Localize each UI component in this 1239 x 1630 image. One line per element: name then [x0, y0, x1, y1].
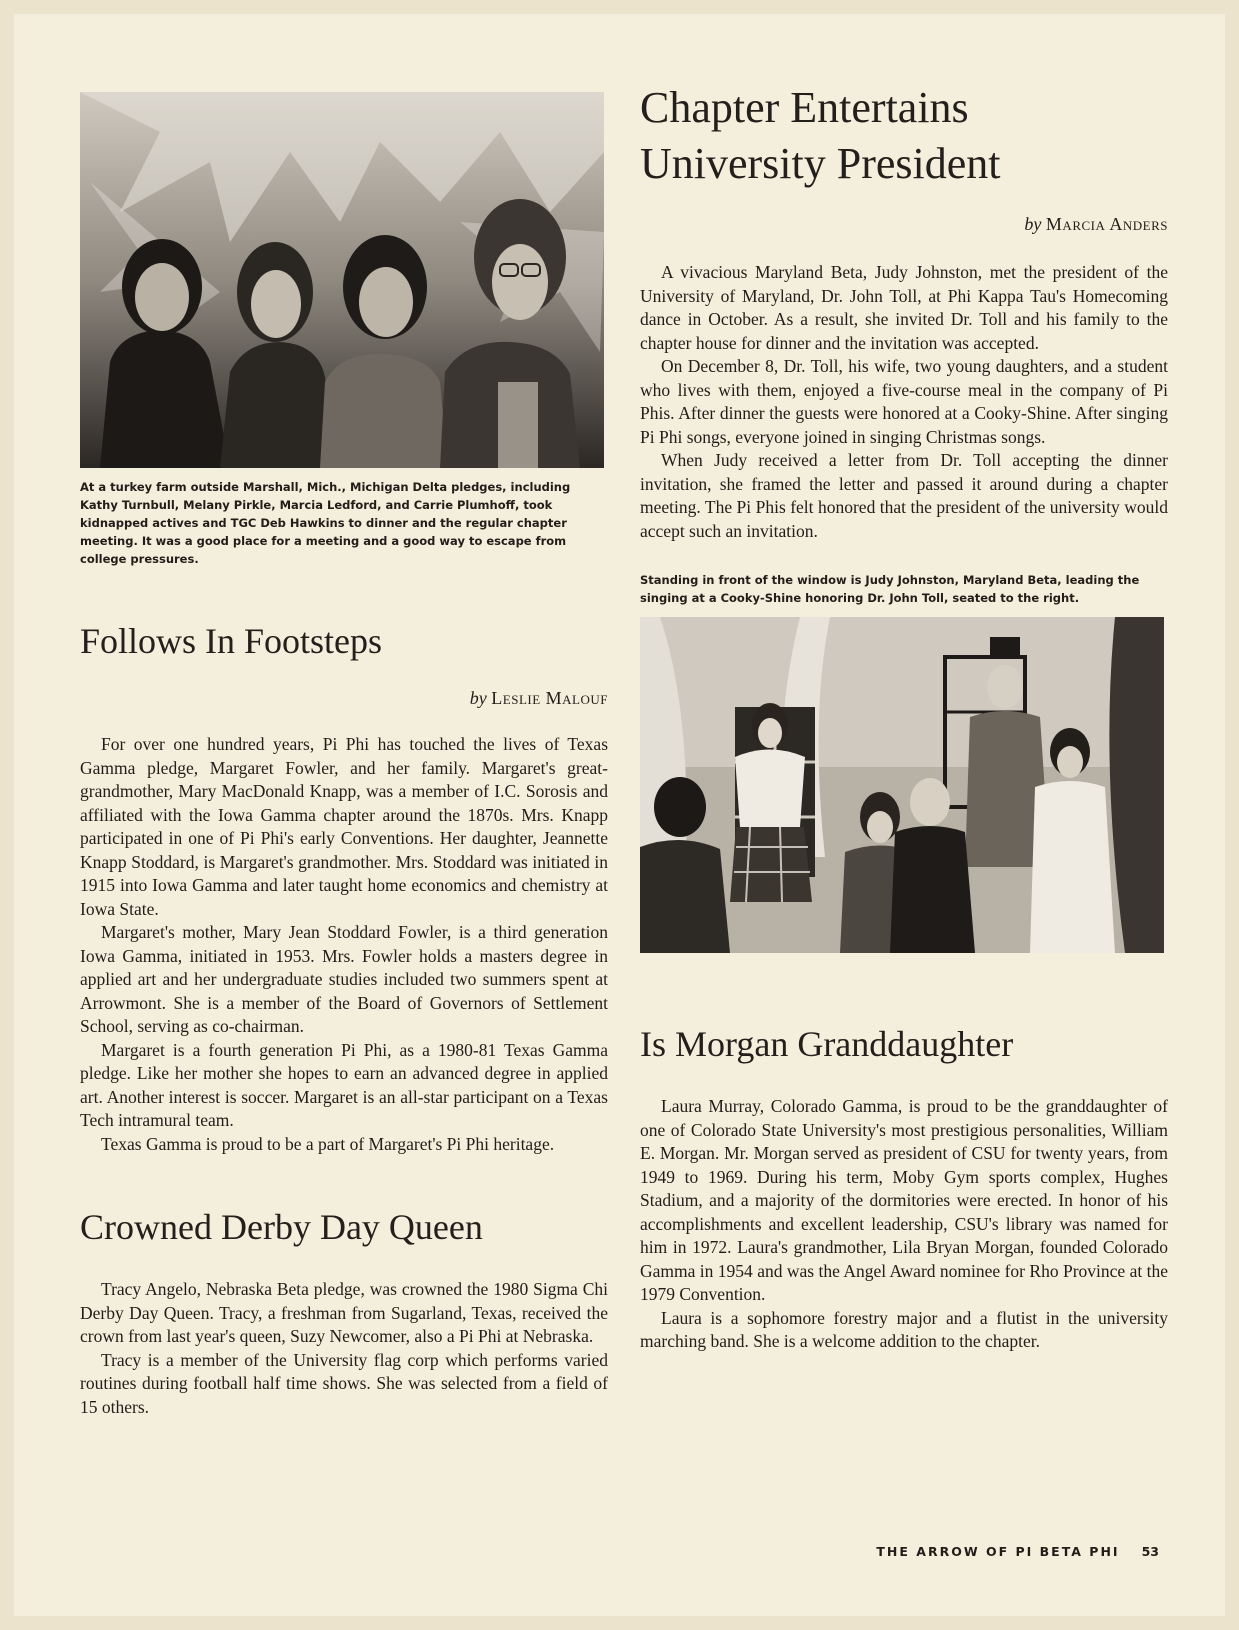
follows-body: [80, 733, 608, 1156]
morgan-body: [640, 1095, 1168, 1354]
follows-paragraph: Texas Gamma is proud to be a part of Margaret's Pi Phi heritage.: [101, 1133, 555, 1154]
page-footer: [876, 1544, 1159, 1559]
cooky-shine-caption: Standing in front of the window is Judy Johnston, Maryland Beta, leading the singing at a Cooky-Shine honoring Dr. John Toll, seated to the right.: [640, 573, 1140, 605]
chapter-paragraph: On December 8, Dr. Toll, his wife, two young daughters, and a student who lives with them, enjoyed a five-course meal in the company of Pi Phis. After dinner the guests were honored at a Cooky-Shine. After singing Pi Phi songs, everyone joined in singing Christmas songs.: [640, 356, 1168, 447]
chapter-body: [640, 261, 1168, 543]
follows-paragraph: Margaret is a fourth generation Pi Phi, as a 1980-81 Texas Gamma pledge. Like her mother she hopes to earn an advanced degree in applied art. Another interest is soccer. Margaret is an all-star participant on a Texas Tech intramural team.: [80, 1039, 608, 1130]
derby-body: [80, 1278, 608, 1419]
derby-paragraph: Tracy is a member of the University flag corp which performs varied routines during football half time shows. She was selected from a field of 15 others.: [80, 1349, 608, 1417]
chapter-title-line1: Chapter Entertains: [640, 83, 969, 132]
publication-name: THE ARROW OF PI BETA PHI: [876, 1544, 1120, 1559]
follows-paragraph: Margaret's mother, Mary Jean Stoddard Fowler, is a third generation Iowa Gamma, initiated in 1953. Mrs. Fowler holds a masters degree in applied art and her undergraduate studies included two summers spent at Arrowmont. She is a member of the Board of Governors of Settlement School, serving as co-chairman.: [80, 922, 608, 1036]
chapter-title-line2: University President: [640, 139, 1001, 188]
cooky-shine-photo-illustration: [640, 617, 1164, 953]
turkey-farm-photo-illustration: [80, 92, 604, 468]
chapter-byline-prefix: by: [1024, 214, 1042, 234]
follows-title: Follows In Footsteps: [80, 621, 383, 661]
turkey-farm-photo: [80, 92, 604, 468]
chapter-byline: [640, 214, 1168, 235]
turkey-farm-caption: At a turkey farm outside Marshall, Mich., Michigan Delta pledges, including Kathy Turnbull, Melany Pirkle, Marcia Ledford, and Carrie Plumhoff, took kidnapped actives and TGC Deb Hawkins to dinner and the regular chapter meeting. It was a good place for a meeting and a good way to escape from college pressures.: [80, 480, 571, 566]
chapter-title: [640, 80, 1168, 192]
chapter-paragraph: When Judy received a letter from Dr. Toll accepting the dinner invitation, she framed the letter and passed it around during a chapter meeting. The Pi Phis felt honored that the president of the university would accept such an invitation.: [640, 450, 1168, 541]
follows-author: Leslie Malouf: [491, 688, 608, 708]
right-column: [640, 80, 1168, 1354]
follows-paragraph: For over one hundred years, Pi Phi has touched the lives of Texas Gamma pledge, Margaret Fowler, and her family. Margaret's great-grandmother, Mary MacDonald Knapp, was a member of I.C. Sorosis and affiliated with the Iowa Gamma chapter around the 1870s. Mrs. Knapp participated in one of Pi Phi's early Conventions. Her daughter, Jeannette Knapp Stoddard, is Margaret's grandmother. Mrs. Stoddard was initiated in 1915 into Iowa Gamma and later taught home economics and chemistry at Iowa State.: [80, 734, 608, 919]
cooky-shine-photo: [640, 617, 1164, 953]
morgan-title: Is Morgan Granddaughter: [640, 1024, 1014, 1064]
left-column: [80, 92, 608, 1419]
page-number: 53: [1141, 1544, 1159, 1559]
morgan-paragraph: Laura is a sophomore forestry major and a flutist in the university marching band. She is a welcome addition to the chapter.: [640, 1307, 1168, 1351]
chapter-paragraph: A vivacious Maryland Beta, Judy Johnston, met the president of the University of Maryland, Dr. John Toll, at Phi Kappa Tau's Homecoming dance in October. As a result, she invited Dr. Toll and his family to the chapter house for dinner and the invitation was accepted.: [640, 262, 1168, 353]
follows-byline-prefix: by: [469, 688, 487, 708]
morgan-paragraph: Laura Murray, Colorado Gamma, is proud to be the granddaughter of one of Colorado State University's most prestigious personalities, William E. Morgan. Mr. Morgan served as president of CSU for twenty years, from 1949 to 1969. During his term, Moby Gym sports complex, Hughes Stadium, and a majority of the dormitories were erected. In honor of his accomplishments and excellent leadership, CSU's library was named for him in 1972. Laura's grandmother, Lila Bryan Morgan, founded Colorado Gamma in 1954 and was the Angel Award nominee for Rho Province at the 1979 Convention.: [640, 1096, 1168, 1304]
derby-title: Crowned Derby Day Queen: [80, 1207, 483, 1247]
derby-paragraph: Tracy Angelo, Nebraska Beta pledge, was crowned the 1980 Sigma Chi Derby Day Queen. Tracy, a freshman from Sugarland, Texas, received the crown from last year's queen, Suzy Newcomer, also a Pi Phi at Nebraska.: [80, 1279, 608, 1346]
follows-byline: [80, 688, 608, 709]
chapter-author: Marcia Anders: [1045, 214, 1168, 234]
